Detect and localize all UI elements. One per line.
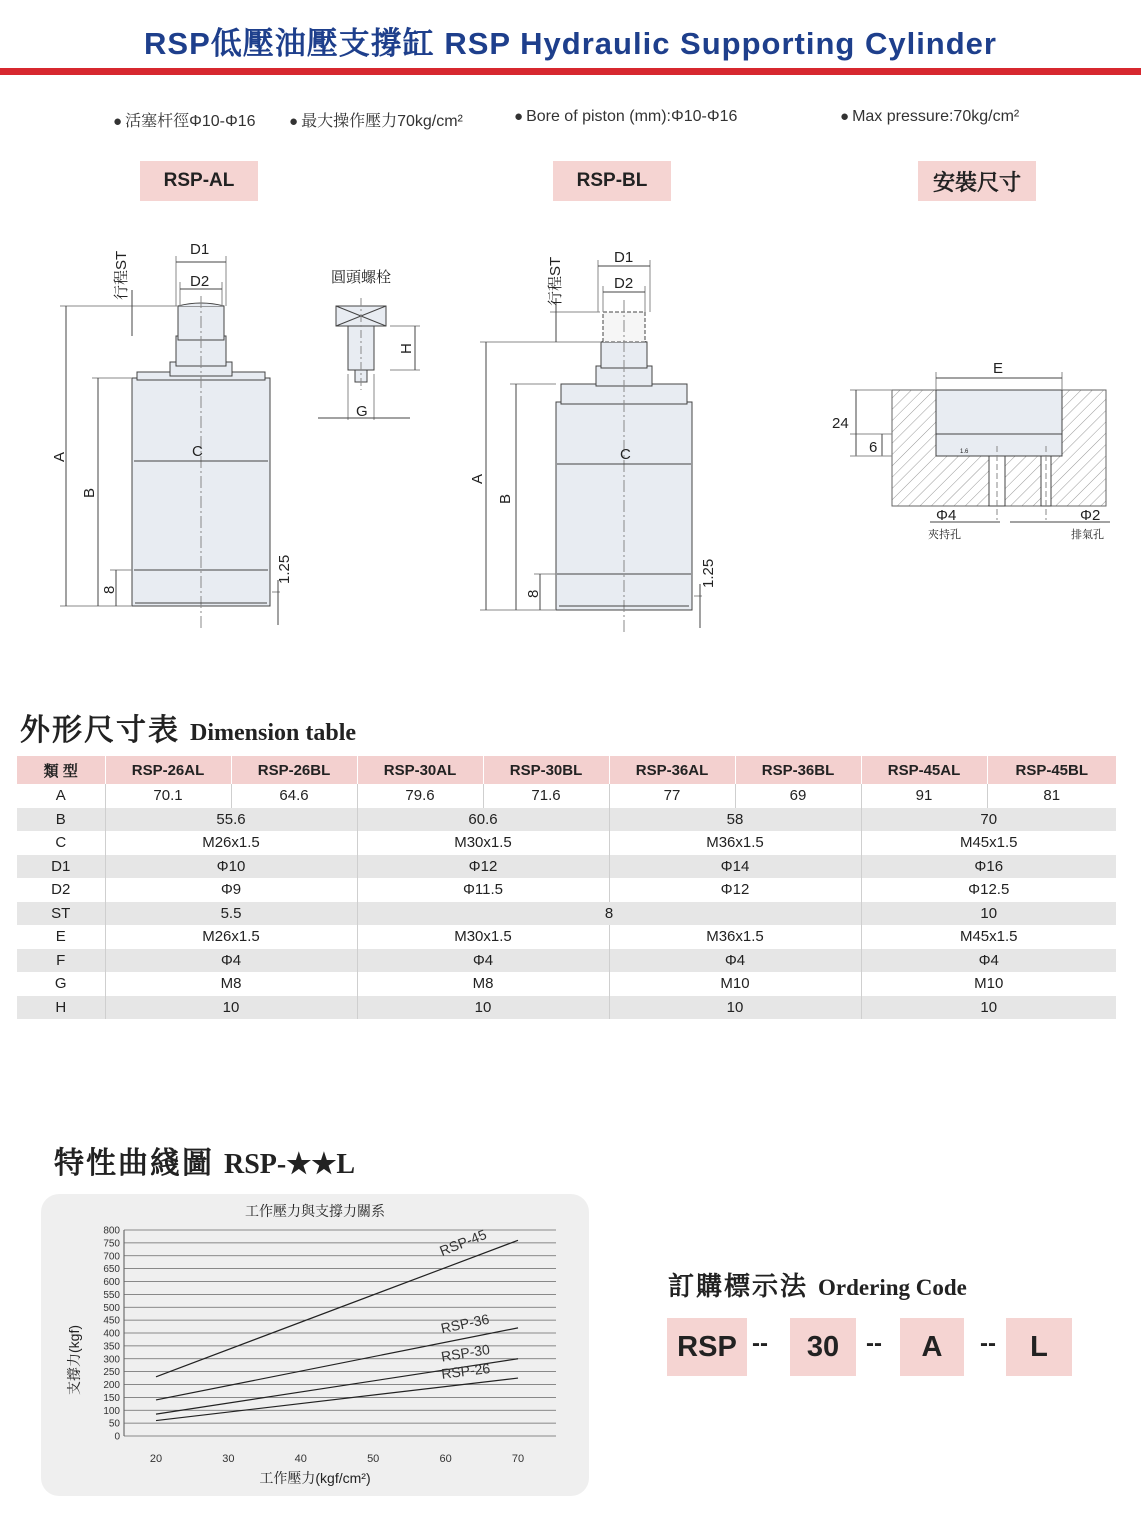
header-cell: RSP-36AL bbox=[609, 756, 735, 784]
table-cell: Φ12 bbox=[357, 855, 609, 879]
series-label: RSP-30 bbox=[439, 1341, 491, 1365]
y-tick-label: 450 bbox=[103, 1315, 120, 1327]
row-label: C bbox=[17, 831, 105, 855]
row-label: G bbox=[17, 972, 105, 996]
y-tick-label: 100 bbox=[103, 1405, 120, 1417]
install-24-label: 24 bbox=[832, 415, 849, 432]
y-axis-label: 支撐力(kgf) bbox=[66, 1325, 82, 1395]
cylinder-bl-drawing bbox=[480, 260, 702, 632]
table-row bbox=[17, 808, 1116, 832]
y-tick-label: 50 bbox=[108, 1418, 120, 1430]
table-row bbox=[17, 996, 1116, 1020]
install-e-label: E bbox=[993, 360, 1004, 377]
chart-series bbox=[156, 1226, 518, 1421]
ordering-title: 訂購標示法 Ordering Code bbox=[668, 1272, 967, 1302]
table-cell: Φ12.5 bbox=[968, 881, 1010, 899]
header-cell: RSP-45AL bbox=[861, 756, 987, 784]
table-cell: 10 bbox=[357, 996, 609, 1020]
y-tick-label: 600 bbox=[103, 1277, 120, 1288]
install-label: 安裝尺寸 bbox=[918, 161, 1036, 201]
table-cell: M36x1.5 bbox=[609, 831, 861, 855]
al-8-label: 8 bbox=[101, 585, 118, 594]
al-d2-label: D2 bbox=[190, 273, 210, 290]
page-title: RSP低壓油壓支撐缸 RSP Hydraulic Supporting Cylinder bbox=[144, 26, 997, 61]
al-d1-label: D1 bbox=[190, 241, 210, 258]
table-cell: 10 bbox=[105, 996, 357, 1020]
y-tick-label: 750 bbox=[103, 1238, 120, 1250]
table-cell: 10 bbox=[861, 996, 1116, 1020]
table-cell: 69 bbox=[735, 784, 861, 808]
technical-drawings bbox=[0, 220, 1141, 640]
x-tick-labels bbox=[150, 1453, 524, 1465]
row-label: A bbox=[17, 784, 105, 808]
table-cell: M45x1.5 bbox=[959, 928, 1018, 946]
install-clamp-label: 夾持孔 bbox=[928, 529, 961, 541]
y-tick-label: 800 bbox=[103, 1225, 120, 1237]
dimension-title: 外形尺寸表 Dimension table bbox=[20, 713, 357, 748]
table-cell: 81 bbox=[1043, 787, 1061, 805]
y-tick-label: 200 bbox=[103, 1380, 120, 1391]
order-code-type: A bbox=[900, 1318, 964, 1376]
table-cell: Φ12 bbox=[609, 878, 861, 902]
header-cell: RSP-30AL bbox=[357, 756, 483, 784]
x-tick-label: 60 bbox=[439, 1453, 452, 1465]
table-cell: 70.1 bbox=[105, 784, 231, 808]
row-label: D2 bbox=[17, 878, 105, 902]
model-label-bl: RSP-BL bbox=[553, 161, 671, 201]
x-tick-label: 40 bbox=[294, 1453, 307, 1465]
al-st-label: 行程ST bbox=[113, 250, 130, 300]
table-cell: M30x1.5 bbox=[357, 831, 609, 855]
table-row bbox=[17, 831, 1116, 855]
install-vent-label: 排氣孔 bbox=[1071, 529, 1104, 541]
bl-d2-label: D2 bbox=[614, 275, 634, 292]
table-cell: Φ11.5 bbox=[357, 878, 609, 902]
series-label: RSP-26 bbox=[440, 1359, 492, 1382]
table-cell: 10 bbox=[861, 902, 1116, 926]
y-tick-label: 350 bbox=[103, 1341, 120, 1353]
table-row bbox=[17, 949, 1116, 973]
row-label: D1 bbox=[17, 855, 105, 879]
table-cell: M10 bbox=[974, 975, 1004, 993]
pressure-force-chart bbox=[41, 1194, 589, 1496]
install-drawing bbox=[850, 372, 1110, 522]
table-cell: M26x1.5 bbox=[105, 831, 357, 855]
table-cell: Φ4 bbox=[357, 949, 609, 973]
row-label: F bbox=[17, 949, 105, 973]
y-tick-label: 300 bbox=[103, 1354, 120, 1366]
y-tick-label: 550 bbox=[103, 1289, 120, 1301]
row-label: H bbox=[17, 996, 105, 1020]
bolt-label: 圓頭螺栓 bbox=[331, 269, 392, 286]
model-label-al: RSP-AL bbox=[140, 161, 258, 201]
x-tick-label: 30 bbox=[222, 1453, 235, 1465]
bl-8-label: 8 bbox=[525, 589, 542, 598]
order-separator: -- bbox=[980, 1330, 996, 1357]
y-tick-label: 0 bbox=[114, 1431, 120, 1443]
table-cell: M10 bbox=[609, 972, 861, 996]
table-cell: 91 bbox=[861, 784, 987, 808]
header-cell: 類 型 bbox=[17, 756, 105, 784]
table-cell: M8 bbox=[105, 972, 357, 996]
dimension-table bbox=[17, 756, 1116, 1019]
order-code-size: 30 bbox=[790, 1318, 856, 1376]
bolt-h-label: H bbox=[398, 343, 415, 354]
y-tick-label: 400 bbox=[103, 1328, 120, 1340]
chart-title: 工作壓力與支撐力關系 bbox=[245, 1203, 385, 1219]
y-tick-label: 650 bbox=[103, 1264, 120, 1276]
bl-125-label: 1.25 bbox=[700, 558, 717, 588]
table-row bbox=[17, 878, 1116, 902]
table-cell: 8 bbox=[357, 902, 861, 926]
title-underline bbox=[0, 68, 1141, 75]
table-row bbox=[17, 972, 1116, 996]
order-separator: -- bbox=[866, 1330, 882, 1357]
table-cell: M26x1.5 bbox=[105, 925, 357, 949]
table-cell: 79.6 bbox=[357, 784, 483, 808]
bl-a-label: A bbox=[469, 473, 486, 484]
al-c-label: C bbox=[192, 443, 203, 460]
curve-title: 特性曲綫圖 RSP-★★L bbox=[54, 1146, 356, 1181]
x-tick-label: 70 bbox=[511, 1453, 525, 1465]
x-tick-label: 50 bbox=[367, 1453, 380, 1465]
table-cell: Φ4 bbox=[105, 949, 357, 973]
table-row bbox=[17, 925, 1116, 949]
bl-st-label: 行程ST bbox=[547, 256, 564, 306]
table-row bbox=[17, 855, 1116, 879]
table-cell: M30x1.5 bbox=[357, 925, 609, 949]
series-label: RSP-45 bbox=[437, 1225, 489, 1259]
table-cell: Φ4 bbox=[861, 949, 1116, 973]
table-cell: 64.6 bbox=[231, 784, 357, 808]
header-cell: RSP-30BL bbox=[483, 756, 609, 784]
y-tick-label: 700 bbox=[103, 1251, 120, 1263]
install-phi2-label: Φ2 bbox=[1080, 507, 1101, 524]
al-125-label: 1.25 bbox=[276, 554, 293, 584]
table-header-row bbox=[17, 756, 1116, 784]
series-label: RSP-36 bbox=[439, 1310, 491, 1337]
table-cell: M8 bbox=[357, 972, 609, 996]
bl-b-label: B bbox=[497, 493, 514, 504]
table-row bbox=[17, 902, 1116, 926]
header-cell: RSP-36BL bbox=[735, 756, 861, 784]
table-cell: Φ9 bbox=[105, 878, 357, 902]
y-tick-label: 150 bbox=[103, 1392, 120, 1404]
order-separator: -- bbox=[752, 1330, 768, 1357]
table-cell: 10 bbox=[609, 996, 861, 1020]
install-finish-label: 1.6 bbox=[960, 449, 969, 455]
spec-piston-cn: ● 活塞杆徑Φ10-Φ16 bbox=[113, 113, 256, 130]
table-cell: 70 bbox=[861, 808, 1116, 832]
table-cell: Φ10 bbox=[105, 855, 357, 879]
table-cell: 5.5 bbox=[105, 902, 357, 926]
spec-piston-en: ● Bore of piston (mm):Φ10-Φ16 bbox=[514, 108, 738, 125]
table-cell: M45x1.5 bbox=[959, 834, 1018, 852]
bl-d1-label: D1 bbox=[614, 249, 634, 266]
order-code-suffix: L bbox=[1006, 1318, 1072, 1376]
row-label: ST bbox=[17, 902, 105, 926]
bl-c-label: C bbox=[620, 446, 631, 463]
table-cell: Φ4 bbox=[609, 949, 861, 973]
install-phi4-label: Φ4 bbox=[936, 507, 957, 524]
header-cell: RSP-26BL bbox=[231, 756, 357, 784]
bolt-drawing bbox=[318, 298, 420, 420]
cylinder-al-drawing bbox=[60, 256, 280, 628]
y-tick-label: 500 bbox=[103, 1302, 120, 1314]
chart-card bbox=[41, 1194, 589, 1496]
table-cell: Φ14 bbox=[609, 855, 861, 879]
table-row bbox=[17, 784, 1116, 808]
al-a-label: A bbox=[51, 451, 68, 462]
bolt-g-label: G bbox=[356, 403, 368, 420]
spec-pressure-en: ● Max pressure:70kg/cm² bbox=[840, 108, 1020, 125]
order-code-series: RSP bbox=[667, 1318, 747, 1376]
table-cell: 55.6 bbox=[105, 808, 357, 832]
table-cell: 60.6 bbox=[357, 808, 609, 832]
row-label: E bbox=[17, 925, 105, 949]
table-cell: Φ16 bbox=[861, 855, 1116, 879]
x-axis-label: 工作壓力(kgf/cm²) bbox=[259, 1470, 371, 1486]
al-b-label: B bbox=[81, 487, 98, 498]
y-tick-labels bbox=[103, 1226, 120, 1443]
spec-pressure-cn: ● 最大操作壓力70kg/cm² bbox=[289, 113, 463, 130]
table-cell: M36x1.5 bbox=[609, 925, 861, 949]
install-6-label: 6 bbox=[869, 439, 878, 456]
header-cell: RSP-26AL bbox=[105, 756, 231, 784]
x-tick-label: 20 bbox=[149, 1453, 163, 1465]
row-label: B bbox=[17, 808, 105, 832]
table-cell: 58 bbox=[609, 808, 861, 832]
header-cell: RSP-45BL bbox=[987, 756, 1116, 784]
table-cell: 71.6 bbox=[483, 784, 609, 808]
table-cell: 77 bbox=[609, 784, 735, 808]
y-tick-label: 250 bbox=[103, 1367, 120, 1379]
